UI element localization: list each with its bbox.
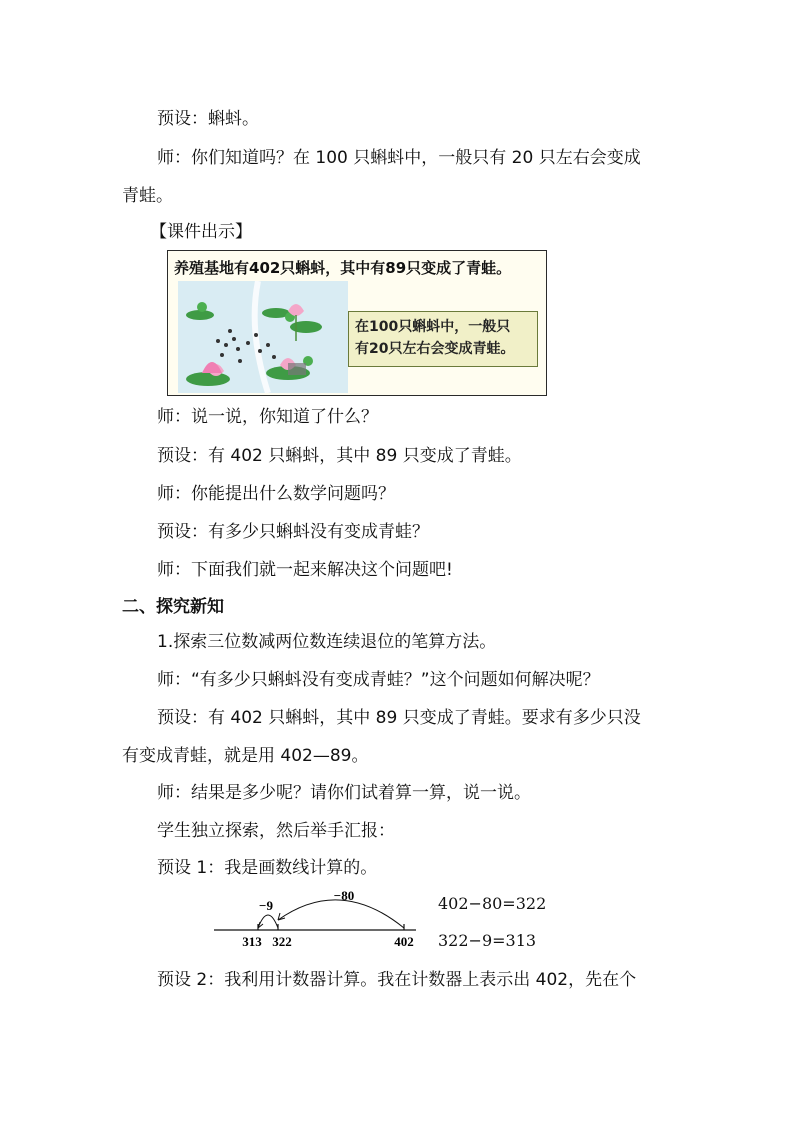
paragraph-teacher-question-cont: 青蛙。 [122, 186, 173, 206]
paragraph-preset-2: 预设 2：我利用计数器计算。我在计数器上表示出 402，先在个 [157, 970, 637, 990]
paragraph-teacher-question: 师：你们知道吗？在 100 只蝌蚪中，一般只有 20 只左右会变成 [157, 148, 641, 168]
number-line-diagram [210, 882, 420, 952]
paragraph-preset-method: 预设：有 402 只蝌蚪，其中 89 只变成了青蛙。要求有多少只没 [157, 708, 641, 728]
courseware-info-box [348, 311, 538, 367]
tick-label-322: 322 [272, 934, 292, 949]
paragraph-preset-tadpole: 预设：蝌蚪。 [157, 109, 259, 129]
paragraph-teacher-result: 师：结果是多少呢？请你们试着算一算，说一说。 [157, 783, 531, 803]
paragraph-teacher-say: 师：说一说，你知道了什么？ [157, 407, 378, 427]
courseware-info-line-2: 有20只左右会变成青蛙。 [355, 341, 515, 357]
tick-label-402: 402 [394, 934, 414, 949]
paragraph-teacher-solve: 师：下面我们就一起来解决这个问题吧! [157, 560, 453, 580]
paragraph-student-explore: 学生独立探索，然后举手汇报： [157, 821, 395, 841]
paragraph-preset-known: 预设：有 402 只蝌蚪，其中 89 只变成了青蛙。 [157, 446, 522, 466]
courseware-figure [167, 250, 547, 396]
paragraph-preset-method-cont: 有变成青蛙，就是用 402—89。 [122, 746, 369, 766]
paragraph-preset-problem: 预设：有多少只蝌蚪没有变成青蛙？ [157, 522, 429, 542]
paragraph-teacher-how: 师：“有多少只蝌蚪没有变成青蛙？”这个问题如何解决呢？ [157, 670, 600, 690]
paragraph-step-1: 1.探索三位数减两位数连续退位的笔算方法。 [157, 632, 497, 652]
jump-label-9: −9 [259, 898, 273, 913]
paragraph-teacher-ask-problem: 师：你能提出什么数学问题吗？ [157, 484, 395, 504]
equation-2: 322−9=313 [438, 931, 537, 950]
courseware-label: 【课件出示】 [150, 222, 252, 242]
equation-1: 402−80=322 [438, 894, 547, 913]
section-heading-explore: 二、探究新知 [122, 597, 224, 617]
paragraph-preset-1: 预设 1：我是画数线计算的。 [157, 858, 378, 878]
tick-label-313: 313 [242, 934, 262, 949]
jump-label-80: −80 [333, 888, 355, 903]
courseware-title: 养殖基地有402只蝌蚪，其中有89只变成了青蛙。 [174, 259, 512, 277]
courseware-info-line-1: 在100只蝌蚪中，一般只 [355, 319, 511, 335]
